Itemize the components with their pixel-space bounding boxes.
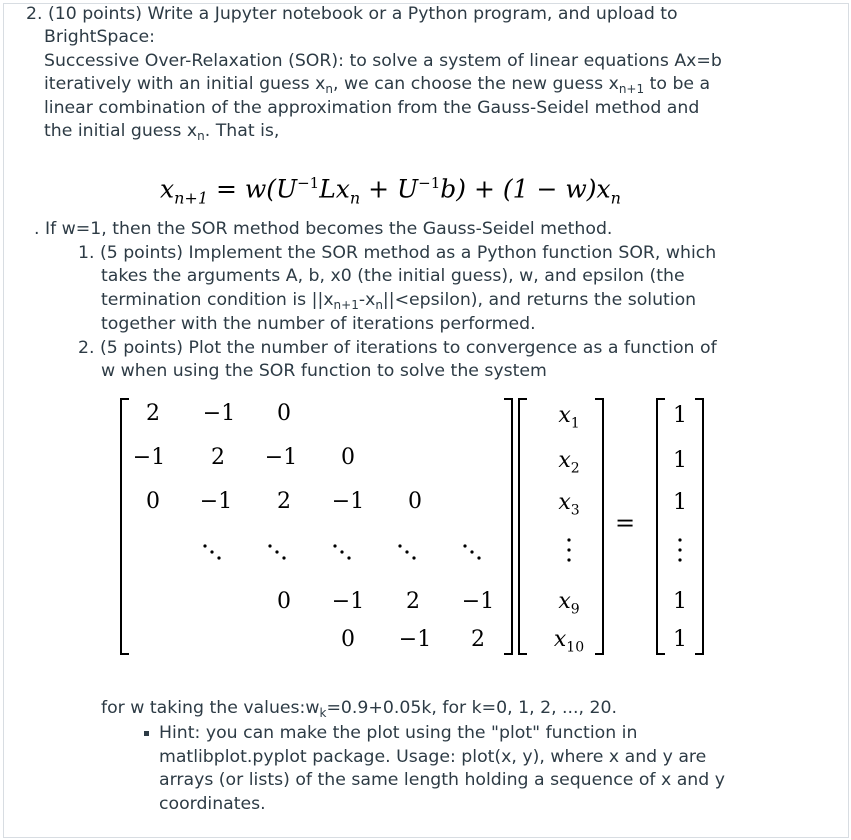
matrix-cell: −1: [202, 401, 236, 426]
matrix-cell: −1: [132, 445, 166, 470]
vector-x-entry: $x_3$: [558, 490, 580, 519]
w-values-line: for w taking the $values:w_k=0.9+0.05k$, for k=0, 1, 2, ..., 20.: [101, 698, 618, 720]
vector-b-entry: 1: [673, 490, 687, 515]
problem-header-cont: BrightSpace:: [44, 27, 155, 47]
after-formula-text: . If w=1, then the SOR method becomes the Gauss-Seidel method.: [34, 219, 613, 239]
intro-line-3: linear combination of the approximation from the Gauss-Seidel method and: [44, 98, 700, 118]
matrix-cell: 0: [146, 489, 160, 514]
intro-line-1: Successive Over-Relaxation (SOR): to solve a system of linear equations Ax=b: [44, 51, 722, 71]
item-2-line-2: w when using the SOR function to solve the system: [101, 361, 547, 381]
vector-x-left-bracket: [518, 398, 527, 655]
matrix-cell: 0: [408, 489, 422, 514]
matrix-cell: 2: [277, 489, 291, 514]
item-1-line-4: together with the number of iterations performed.: [101, 314, 536, 334]
vector-x-entry: $x_9$: [558, 589, 580, 618]
matrix-cell: 2: [146, 401, 160, 426]
matrix-cell: −1: [398, 627, 432, 652]
matrix-diagonal-dots: [195, 540, 505, 570]
equals-sign: =: [614, 509, 636, 537]
problem-header: 2. (10 points) Write a Jupyter notebook or a Python program, and upload to: [26, 4, 678, 24]
matrix-cell: −1: [461, 589, 495, 614]
vector-b-right-bracket: [695, 398, 704, 655]
matrix-cell: 0: [277, 401, 291, 426]
vector-b-entry: 1: [673, 403, 687, 428]
matrix-cell: −1: [331, 489, 365, 514]
item-2-line-1: 2. (5 points) Plot the number of iterations to convergence as a function of: [78, 338, 717, 358]
vector-b-entry: 1: [673, 589, 687, 614]
matrix-cell: 2: [471, 627, 485, 652]
vector-x-entry: $x_1$: [558, 403, 580, 432]
vector-x-entry: $x_2$: [558, 448, 580, 477]
matrix-cell: 0: [277, 589, 291, 614]
matrix-cell: 2: [406, 589, 420, 614]
matrix-left-bracket: [120, 398, 129, 655]
matrix-cell: −1: [199, 489, 233, 514]
vector-b-entry: 1: [673, 627, 687, 652]
vector-x-vdots: [564, 534, 574, 568]
matrix-cell: 0: [341, 445, 355, 470]
hint-line-3: arrays (or lists) of the same length holding a sequence of x and y: [159, 770, 725, 790]
vector-b-entry: 1: [673, 448, 687, 473]
vector-x-entry: $x_{10}$: [553, 627, 585, 656]
vector-b-left-bracket: [656, 398, 665, 655]
vector-b-vdots: [675, 534, 685, 568]
intro-line-4: the initial guess $x_n$. That is,: [44, 121, 280, 143]
hint-line-2: matlibplot.pyplot package. Usage: plot(x, y), where x and y are: [159, 747, 707, 767]
item-1-line-3: termination condition is $||x_{n+1}-x_n||<epsilon$), and returns the solution: [101, 290, 697, 312]
matrix-cell: 0: [341, 627, 355, 652]
matrix-cell: −1: [331, 589, 365, 614]
hint-line-1: Hint: you can make the plot using the "plot" function in: [159, 723, 638, 743]
matrix-right-bracket: [504, 398, 513, 655]
matrix-cell: 2: [211, 445, 225, 470]
hint-bullet: [144, 731, 149, 736]
vector-x-right-bracket: [595, 398, 604, 655]
item-1-line-2: takes the arguments A, b, x0 (the initial guess), w, and epsilon (the: [101, 266, 685, 286]
item-1-line-1: 1. (5 points) Implement the SOR method as a Python function SOR, which: [78, 243, 717, 263]
intro-line-2: iteratively with an initial guess $x_n$, we can choose the new guess $x_{n+1}$ to be a: [44, 74, 711, 96]
matrix-cell: −1: [264, 445, 298, 470]
hint-line-4: coordinates.: [159, 794, 266, 814]
sor-formula: $x_{n+1} = w(U^{-1}Lx_n + U^{-1}b) + (1 - w)x_n$: [160, 174, 621, 208]
